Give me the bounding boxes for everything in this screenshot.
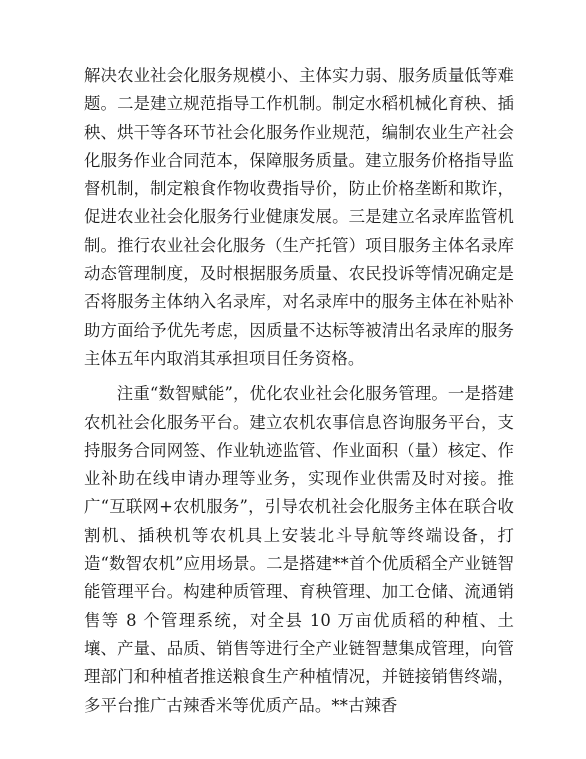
- paragraph-digital-empowerment: 注重“数智赋能”，优化农业社会化服务管理。一是搭建农机社会化服务平台。建立农机农事信息咨询服务平台，支持服务合同网签、作业轨迹监管、作业面积（量）核定、作业补助在线申请办理等业务，实现作业供需及时对接。推广“互联网+农机服务”，引导农机社会化服务主体在联合收割机、插秧机等农机具上安装北斗导航等终端设备，打造“数智农机”应用场景。二是搭建**首个优质稻全产业链智能管理平台。构建种质管理、育秧管理、加工仓储、流通销售等 8 个管理系统，对全县 10 万亩优质稻的种植、土壤、产量、品质、销售等进行全产业链智慧集成管理，向管理部门和种植者推送粮食生产种植情况，并链接销售终端，多平台推广古辣香米等优质产品。**古辣香: [84, 384, 514, 715]
- paragraph-continuation: 解决农业社会化服务规模小、主体实力弱、服务质量低等难题。二是建立规范指导工作机制。制定水稻机械化育秧、插秧、烘干等各环节社会化服务作业规范，编制农业生产社会化服务作业合同范本，保障服务质量。建立服务价格指导监督机制，制定粮食作物收费指导价，防止价格垄断和欺诈，促进农业社会化服务行业健康发展。三是建立名录库监管机制。推行农业社会化服务（生产托管）项目服务主体名录库动态管理制度，及时根据服务质量、农民投诉等情况确定是否将服务主体纳入名录库，对名录库中的服务主体在补贴补助方面给予优先考虑，因质量不达标等被清出名录库的服务主体五年内取消其承担项目任务资格。: [84, 66, 514, 368]
- document-body: [84, 62, 514, 720]
